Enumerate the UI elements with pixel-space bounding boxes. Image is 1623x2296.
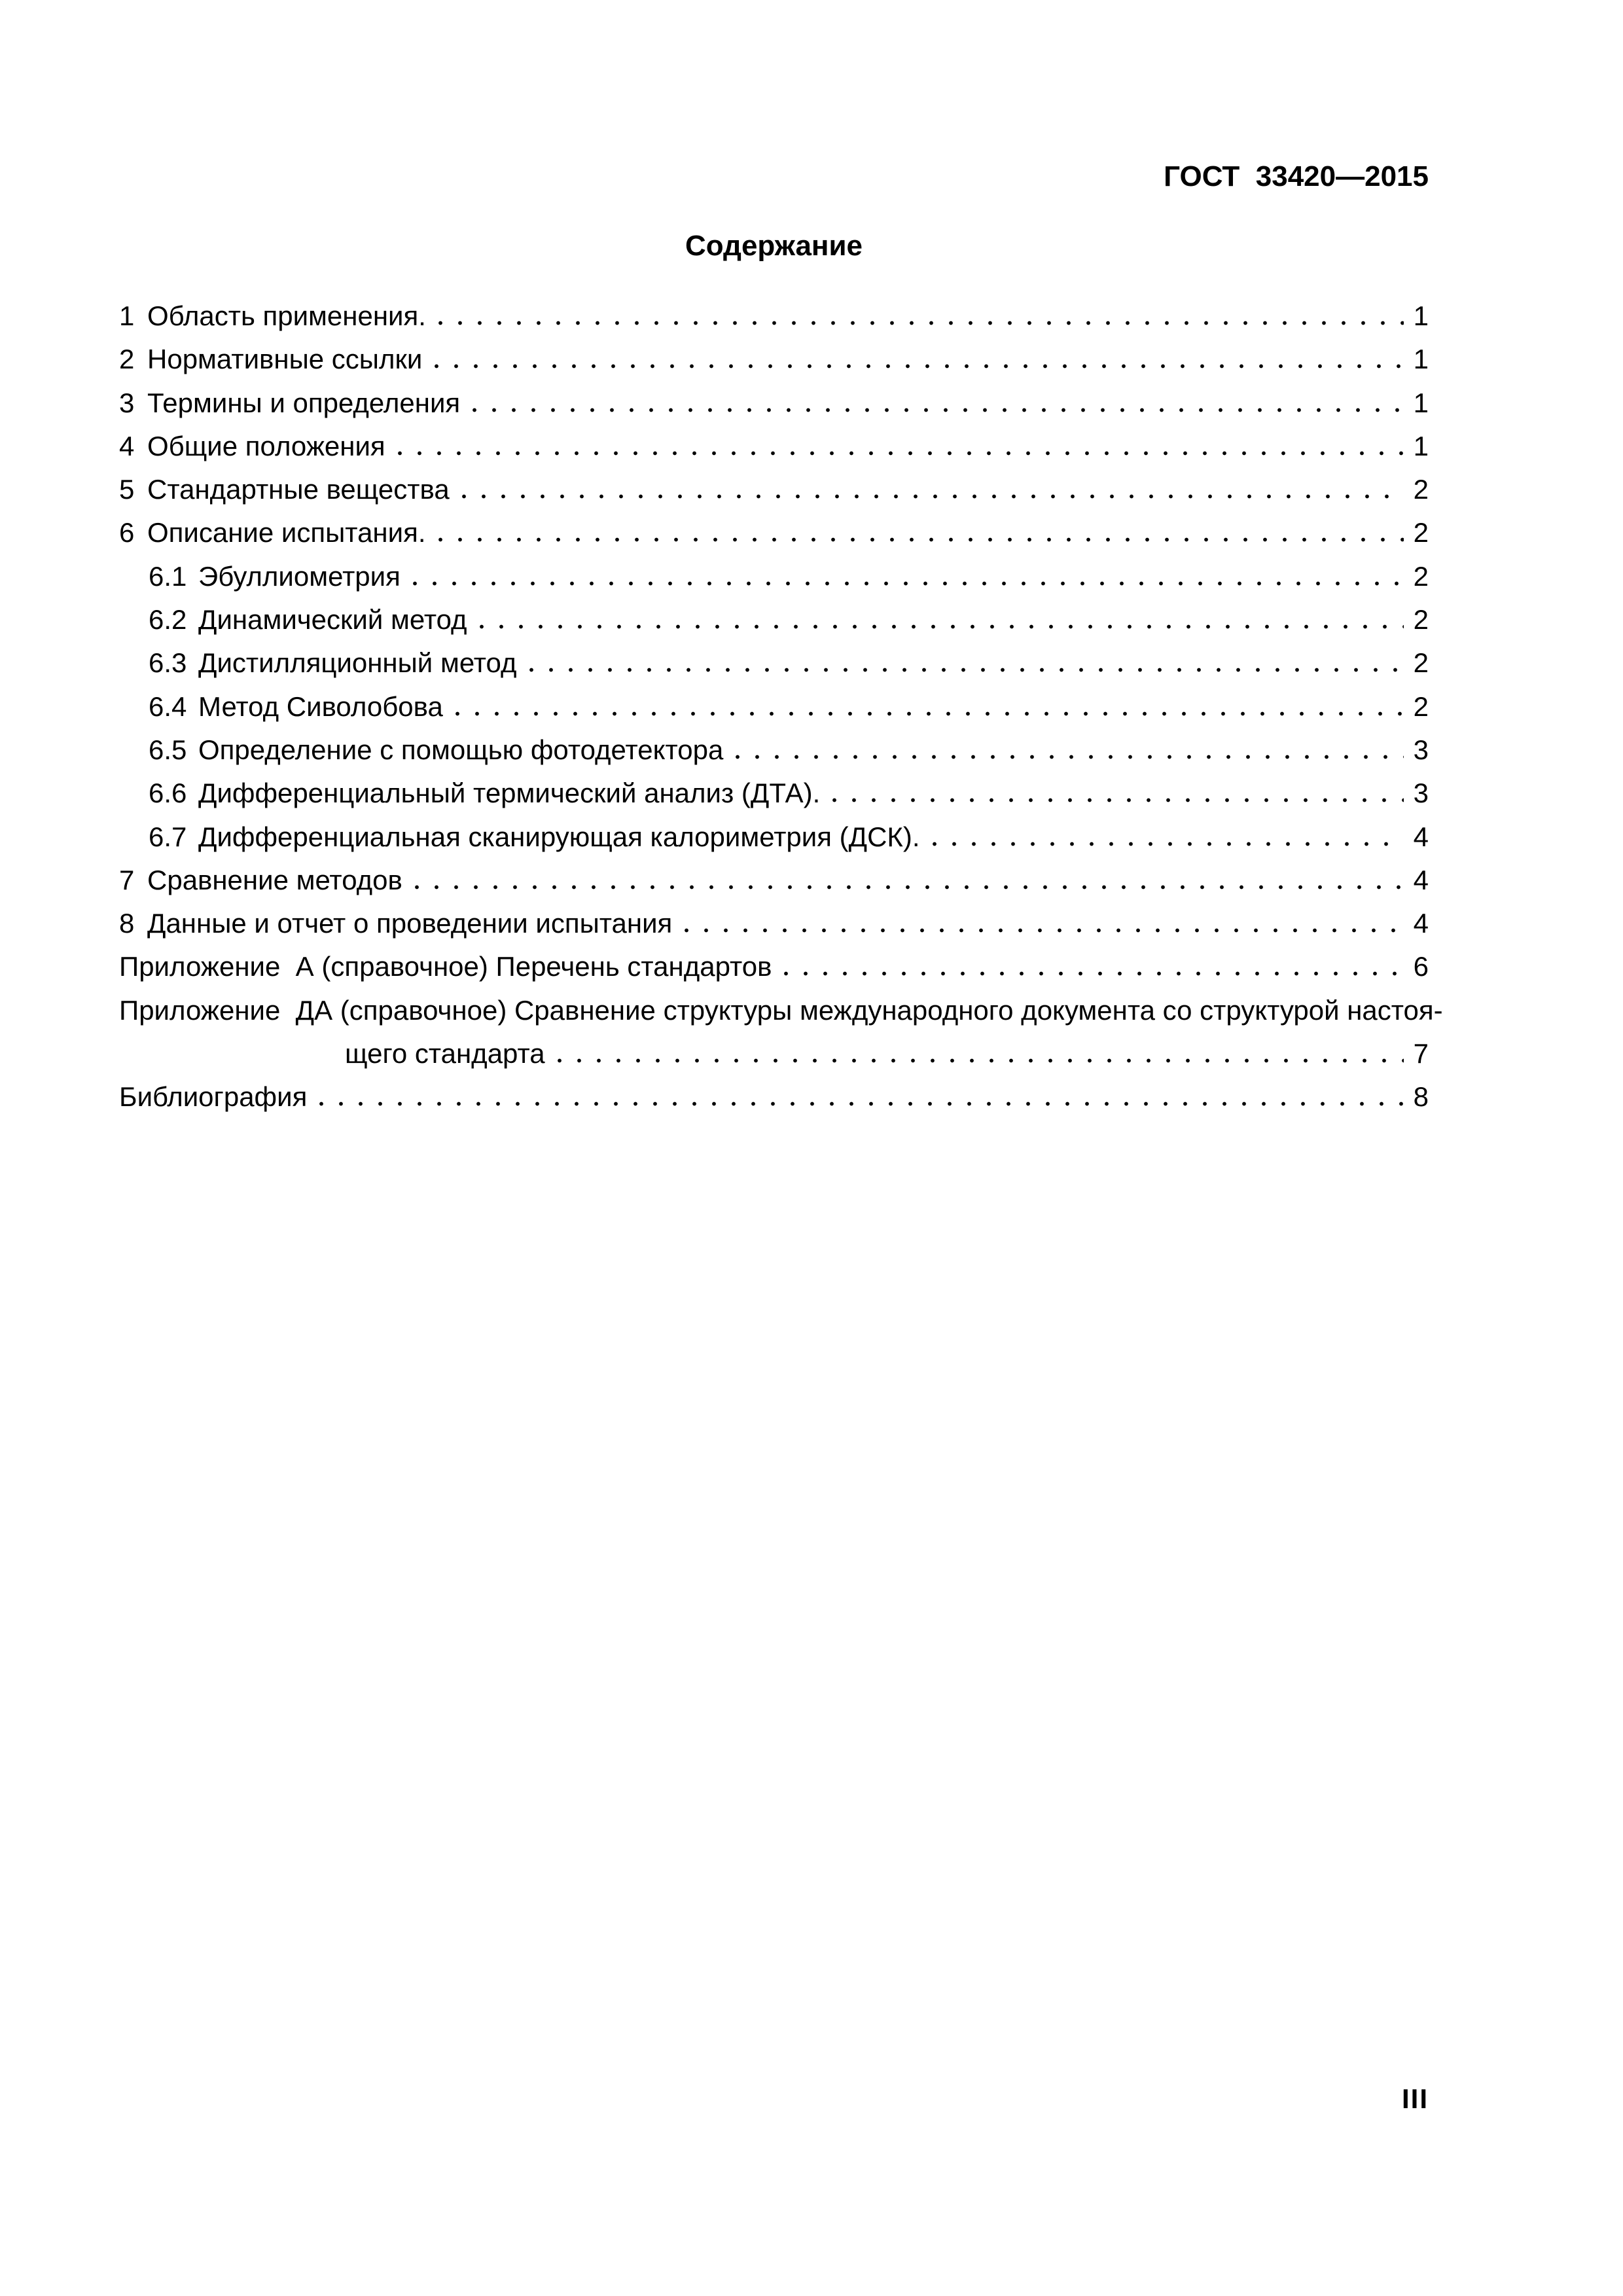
page-title: Содержание — [685, 230, 863, 262]
toc-entry-label: Приложение ДА (справочное) Сравнение структуры международного документа со структурой настоя- — [119, 994, 1443, 1026]
toc-entry-number: 6.6 — [149, 778, 187, 809]
toc-entry-number: 6.4 — [149, 691, 187, 722]
toc-entry-page: 2 — [1413, 647, 1429, 679]
toc-entry-page: 4 — [1413, 821, 1429, 852]
toc-entry-page: 7 — [1413, 1038, 1429, 1069]
folio-page-number: III — [1401, 2083, 1429, 2114]
toc-entry-label: Сравнение методов — [147, 864, 402, 895]
dot-leader — [680, 928, 1404, 933]
toc-entry-number: 6.3 — [149, 647, 187, 679]
toc-entry — [119, 902, 1429, 945]
toc-entry-number: 4 — [119, 430, 135, 461]
toc-entry-label: Динамический метод — [198, 604, 467, 636]
toc-entry — [119, 1075, 1429, 1119]
toc-entry-label: Стандартные вещества — [147, 474, 450, 505]
dot-leader — [408, 581, 1404, 586]
toc-entry-page: 2 — [1413, 604, 1429, 636]
toc-entry-label: Данные и отчет о проведении испытания — [147, 908, 673, 939]
toc-entry-number: 2 — [119, 344, 135, 375]
dot-leader — [731, 755, 1404, 759]
toc-entry — [119, 468, 1429, 511]
dot-leader — [451, 711, 1404, 716]
toc-entry-label: Общие положения — [147, 430, 385, 461]
dot-leader — [553, 1058, 1404, 1063]
toc-entry-label: Приложение А (справочное) Перечень стандартов — [119, 951, 772, 982]
dot-leader — [475, 624, 1404, 629]
toc-entry — [119, 295, 1429, 338]
toc-entry-page: 3 — [1413, 778, 1429, 809]
toc-entry-number: 8 — [119, 908, 135, 939]
toc-entry — [119, 425, 1429, 468]
toc-entry-label: щего стандарта — [345, 1038, 545, 1069]
dot-leader — [434, 537, 1404, 542]
toc-entry-number: 1 — [119, 300, 135, 331]
toc-entry-label: Определение с помощью фотодетектора — [198, 734, 724, 765]
toc-entry-page: 2 — [1413, 474, 1429, 505]
toc-entry — [119, 598, 1429, 641]
toc-entry-number: 7 — [119, 864, 135, 895]
dot-leader — [430, 364, 1404, 368]
toc-entry-number: 6.7 — [149, 821, 187, 852]
dot-leader — [434, 321, 1404, 325]
toc-entry — [119, 1032, 1429, 1075]
toc-entry-number: 6.2 — [149, 604, 187, 636]
toc-entry-page: 2 — [1413, 560, 1429, 592]
dot-leader — [779, 971, 1404, 976]
toc-entry — [119, 382, 1429, 425]
toc-entry-page: 1 — [1413, 300, 1429, 331]
toc-entry-number: 6.1 — [149, 560, 187, 592]
toc-entry-number: 5 — [119, 474, 135, 505]
table-of-contents — [119, 295, 1443, 1119]
dot-leader — [315, 1102, 1404, 1106]
toc-entry-label: Дистилляционный метод — [198, 647, 517, 679]
toc-entry-page: 8 — [1413, 1081, 1429, 1113]
toc-entry-page: 6 — [1413, 951, 1429, 982]
toc-entry-label: Метод Сиволобова — [198, 691, 443, 722]
toc-entry — [119, 859, 1429, 902]
dot-leader — [468, 408, 1404, 412]
toc-entry-label: Область применения. — [147, 300, 426, 331]
toc-entry-number: 6 — [119, 517, 135, 548]
toc-entry-page: 1 — [1413, 430, 1429, 461]
toc-entry-page: 4 — [1413, 864, 1429, 895]
toc-entry-label: Нормативные ссылки — [147, 344, 423, 375]
dot-leader — [828, 798, 1404, 802]
toc-entry-label: Описание испытания. — [147, 517, 426, 548]
toc-entry-label: Термины и определения — [147, 387, 461, 418]
dot-leader — [928, 842, 1404, 846]
toc-entry-page: 1 — [1413, 387, 1429, 418]
toc-entry — [119, 989, 1443, 1032]
toc-entry-label: Дифференциальная сканирующая калориметрия (ДСК). — [198, 821, 920, 852]
toc-entry-number: 3 — [119, 387, 135, 418]
dot-leader — [457, 494, 1404, 499]
toc-entry-number: 6.5 — [149, 734, 187, 765]
toc-entry — [119, 511, 1429, 554]
toc-entry-page: 2 — [1413, 517, 1429, 548]
toc-entry-page: 1 — [1413, 344, 1429, 375]
toc-entry-label: Эбуллиометрия — [198, 560, 401, 592]
toc-entry — [119, 685, 1429, 728]
toc-entry — [119, 641, 1429, 685]
toc-entry — [119, 338, 1429, 381]
dot-leader — [393, 451, 1404, 456]
toc-entry-page: 2 — [1413, 691, 1429, 722]
toc-entry-page: 4 — [1413, 908, 1429, 939]
toc-entry-label: Библиография — [119, 1081, 308, 1113]
toc-entry — [119, 945, 1429, 988]
dot-leader — [410, 885, 1404, 889]
toc-entry — [119, 555, 1429, 598]
toc-entry — [119, 816, 1429, 859]
document-header-designation: ГОСТ 33420—2015 — [1164, 160, 1429, 192]
toc-entry-page: 3 — [1413, 734, 1429, 765]
toc-entry-label: Дифференциальный термический анализ (ДТА). — [198, 778, 821, 809]
toc-entry — [119, 772, 1429, 815]
dot-leader — [525, 668, 1404, 672]
toc-entry — [119, 728, 1429, 772]
